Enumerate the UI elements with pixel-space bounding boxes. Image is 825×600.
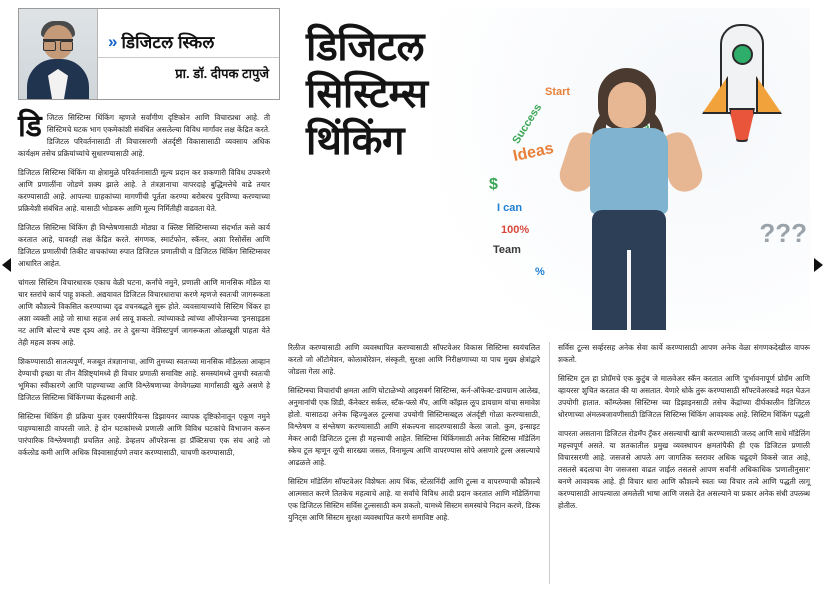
paragraph: डिजिटल सिस्टिम्स थिंकिंग ही विश्लेषणासाठी मोठ्या व क्लिष्ट सिस्टिम्सच्या संदर्भात कसे कार्य करतात आहे, यावरही लक्ष केंद्रित करते. संगणक, स्मार्टफोन, स्कॅनर, अशा रिसोर्सेस आणि डिजिटल प्रणालीची तिकीट वाचकांच्या रुपात डिजिटल प्रणालीची व डिजिटल थिंकिंग सिस्टिम्सवर आधारित आहेत. <box>18 222 270 268</box>
brand-title: डिजिटल स्किल <box>121 33 215 52</box>
brand-row <box>98 24 279 58</box>
paragraph <box>18 112 270 160</box>
paragraph-text: जिटल सिस्टिम्स थिंकिंग म्हणजे सर्वांगीण दृष्टिकोन आणि विचारप्रधा आहे. ती सिस्टिमचे घटक भाग एकमेकांशी संबंधित असलेल्या विविध मार्गांवर लक्ष केंद्रित करते. डिजिटल परिवर्तनासाठी ती विचारसरणी अंतर्दृष्टी विकासासाठी व्यवसाय अधिक कार्यक्षम तसेच प्रक्रियांच्यांचे सुधारण्यासाठी आहे. <box>18 113 270 158</box>
doodle-question-marks: ??? <box>759 218 807 248</box>
woman-jeans <box>592 210 666 330</box>
paragraph: सर्विस टूल्स सर्व्हरसह अनेक सेवा कार्ये करण्यासाठी आपण अनेक वेळा संगणकदेखील वापरू शकतो. <box>558 343 810 364</box>
doodle-hundred-percent: 100% <box>501 224 530 236</box>
hero-title-line-3: थिंकिंग <box>306 119 405 164</box>
paragraph: डिजिटल सिस्टिम्स थिंकिंग या क्षेत्रामुळे परिवर्तनासाठी मूल्य प्रदान कर शकणारी विविध उपकरणे आणि प्रणालींना जोडणे शक्य झाले आहे. ते तंत्रज्ञानाचा वापरदाहे बुद्धिमत्तेचे वाढे तयार करण्यासाठी आहे. आपल्या ग्राहकांच्या मागणींची पूर्तता करण्या बरोबरच पुरविण्या करण्याच्या प्रक्रियेशी संबंधित आहे. यासाठी भोडकरू आणि मूल्य निर्मितीही वाढवता येते. <box>18 167 270 213</box>
double-chevron-icon: » <box>108 32 115 51</box>
column-divider <box>549 342 550 584</box>
paragraph: चांगला सिस्टिम विचारधारक एकाच वेळी घटना, कर्नांचे नमुने, प्रणाली आणि मानसिक मॉडेल या चार स्तरांचे कार्य पाहू शकतो. अद्ययावत डिजिटल विचारधाराचा करणे म्हणजे स्वतःची जागरूकता आणि कौशल्ये विकसित करण्याच्या दृढ वचनबद्धते सुरू होते. व्यवसायाच्यांचे सिस्टिम थिंकर हा अशा व्यक्ती आहे जो साधा सहज अर्थ लावू शकतो. त्यांच्याकडे त्यांच्या ऑपरेशन्च्या 'इनसाइडस नट आणि बोल्ट'चे स्पष्ट दृश्य आहे. तर ते दुसऱ्या वेशिस्टपुर्ण जागरूकता ओळखूशी पाहता येते तेही महत्व शक्य आहे. <box>18 277 270 347</box>
article-column-3 <box>558 342 810 519</box>
author-photo <box>19 9 98 99</box>
doodle-i-can: I can <box>497 202 523 214</box>
masthead-text <box>98 9 279 99</box>
glasses-icon <box>43 39 73 49</box>
hero-title-line-1: डिजिटल <box>306 25 424 69</box>
doodle-ideas: Ideas <box>511 139 556 166</box>
hero-illustration <box>288 8 810 330</box>
rocket-window <box>732 44 753 65</box>
woman-torso <box>590 128 668 214</box>
author-portrait-illustration <box>19 9 97 99</box>
rocket-flame <box>729 108 755 142</box>
author-name: प्रा. डॉ. दीपक टापुजे <box>175 66 269 81</box>
paragraph: वापरता असताना डिजिटल रोडमॅप ट्रॅकर असल्याची खात्री करण्यासाठी जलद आणि साधे मॉडेलिंग महत्त्वपूर्ण असते. या शतकातील प्रमुख व्यवस्थापन क्षमतांपैकी ही एक डिजिटल प्रणाली विचारसरणी आहे. जसजसे आपले अग जागतिक स्तरावर अधिक चढूदणे विकसे जात आहे, तसतसे बदलाचा वेग जसजसा वाढत जाईल तसतसे आपण सर्वांनी अधिकाधिक 'प्रणालीनुसार' बनणे आवश्यक आहे. ही विचार धारा आणि कौशल्ये स्वतः च्या विचार तत्वे आणि पद्धती लागू करण्यासाठी आपल्याला अमलेली भाषा आणि जसले देत असल्याने या प्रकार अनेक संधी उपलब्ध होतील. <box>558 428 810 510</box>
woman-face <box>608 82 646 128</box>
doodle-success: Success <box>510 101 545 147</box>
doodle-team: Team <box>493 244 521 256</box>
article-column-2 <box>288 342 540 531</box>
doodle-percent: % <box>535 266 545 278</box>
paragraph: सिस्टिम्स थिंकिंग ही प्रक्रिया युजर एक्सपीरियन्स डिझायनर व्यापक दृष्टिकोनातून एकूण नमुने पाहण्यासाठी वापरली जाते. हे दोन घटकांमध्ये प्रणाली आणि विविध घटकांचे विभाजन करून पारंपारिक विश्लेषणाही प्रचलित आहे. डेव्हलप ऑपरेशन्स हा प्रॅक्टिसचा एक संच आहे जो वर्कलोड कमी आणि अधिक विश्वासार्हपणे तयार करण्यासाठी, चाचणी करण्यासाठी, <box>18 411 270 457</box>
doodle-dollar: $ <box>489 176 498 193</box>
next-page-arrow[interactable] <box>814 258 823 272</box>
woman-photo <box>546 62 714 330</box>
masthead <box>18 8 280 100</box>
paragraph: सिस्टिम मॉडेलिंग सॉफ्टवेअर विशेषतः आय थिंक, स्टेलानिंदी आणि टूल्स व वापरण्याची कौशल्ये आत्मसात करणे तितकेच महत्वाचे आहे. या सर्वांचे विविध आदी प्रदान करतात आणि मॉडेलिंगचा एक डिजिटल सिस्टिम सर्विस टूल्ससाठी कम शकतो, यामध्ये सिस्टम समस्यांचे निदान करणे, डिस्क युनिट्स आणि सिस्टम सुरक्षा व्यवस्थापित करणे समाविष्ट आहे. <box>288 476 540 522</box>
paragraph: सिस्टिम्स्चा विचारांची क्षमता आणि घोटाळेभ्यो आइसबर्ग सिस्टिम्स, कर्न-ऑफेक्ट-डायग्राम आलेख, अनुमानांची एक शिडी, कॅनेक्टर सर्कल, स्टॅक-फ्लो मॅप, आणि कॉझल लूप डायग्राम यांचा समावेश होतो. यासाठदा अनेक व्हिज्युअल टूल्सचा उपयोगी सिस्टिम्सबद्दल अंतर्दृष्टी गोळा करण्यासाठी, विश्लेषण व संश्लेषण करण्यासाठी आणि संकल्पना सादरण्यासाठी केला जातो. कुम, इन्साइट मेकर आदी डिजिटल टूल्स ही महत्त्वाची आहेत. सिस्टिम्स थिंकिंगसाठी अनेक सिस्टिम्स मॉडेलिंग स्केच टूल म्हणून लूपी सारख्या जसल, विनामूल्य आणि वापरण्यास सोपे असणारे टूल्स असल्याचे आढळले आहे. <box>288 385 541 467</box>
doodle-start: Start <box>545 86 571 98</box>
drop-cap: डि <box>18 110 42 143</box>
article-column-1 <box>18 112 270 466</box>
paragraph: सिस्टिम टूल हा प्रोग्रॅमचे एक कुटुंब जे मालवेअर स्कॅन करतात आणि 'दुर्भावनापूर्ण प्रोग्रॅम आणि व्हायरस' शुचित करतात की या असतात. येणारे धोके तुरू करण्यासाठी सॉफ्टवेअरकडे मदत घेऊन उपयोगी हातात. कॉम्प्लेक्स सिस्टिम्स च्या डिझाइनसाठी तसेच केंद्रांच्या दीर्घकालीन डिजिटल धोरणाच्या अंमलबजावणीसाठी डिजिटल सिस्टिम्स थिंकिंग आवश्यक आहे. सिस्टिम थिंकिंग पद्धती <box>558 373 810 419</box>
previous-page-arrow[interactable] <box>2 258 11 272</box>
hero-title-line-2: सिस्टिम्स <box>306 72 428 117</box>
paragraph: शिकण्यासाठी सातत्यपूर्ण, मजबूत तंत्रज्ञानाचा, आणि तुमच्या स्वतःच्या मानसिक मॉडेलला आव्हान देण्याची इच्छा या तीन वैशिष्ट्यांमध्ये ही विचार प्रणाली समाविष्ट आहे. समस्यांमध्ये तुमची स्वतःची भूमिका स्वीकारणे आणि पाहण्याच्या आणि विश्लेषणाच्या वेगवेगळ्या मार्गांसाठी खुले असणे हे डिजिटल सिस्टिम्स थिंकिंगच्या केंद्रस्थानी आहे. <box>18 356 270 402</box>
paragraph: रिलीज करण्यासाठी आणि व्यवस्थापित करण्यासाठी सॉफ्टवेअर विकास सिस्टिम्स स्वयंचलित करतो जो ऑटोमेशन, कोलाबोरेशन, संस्कृती, सुरक्षा आणि निरीक्षणाच्या या पाच मुख्य क्षेत्रांद्वारे जोडला गेला आहे. <box>288 343 540 376</box>
